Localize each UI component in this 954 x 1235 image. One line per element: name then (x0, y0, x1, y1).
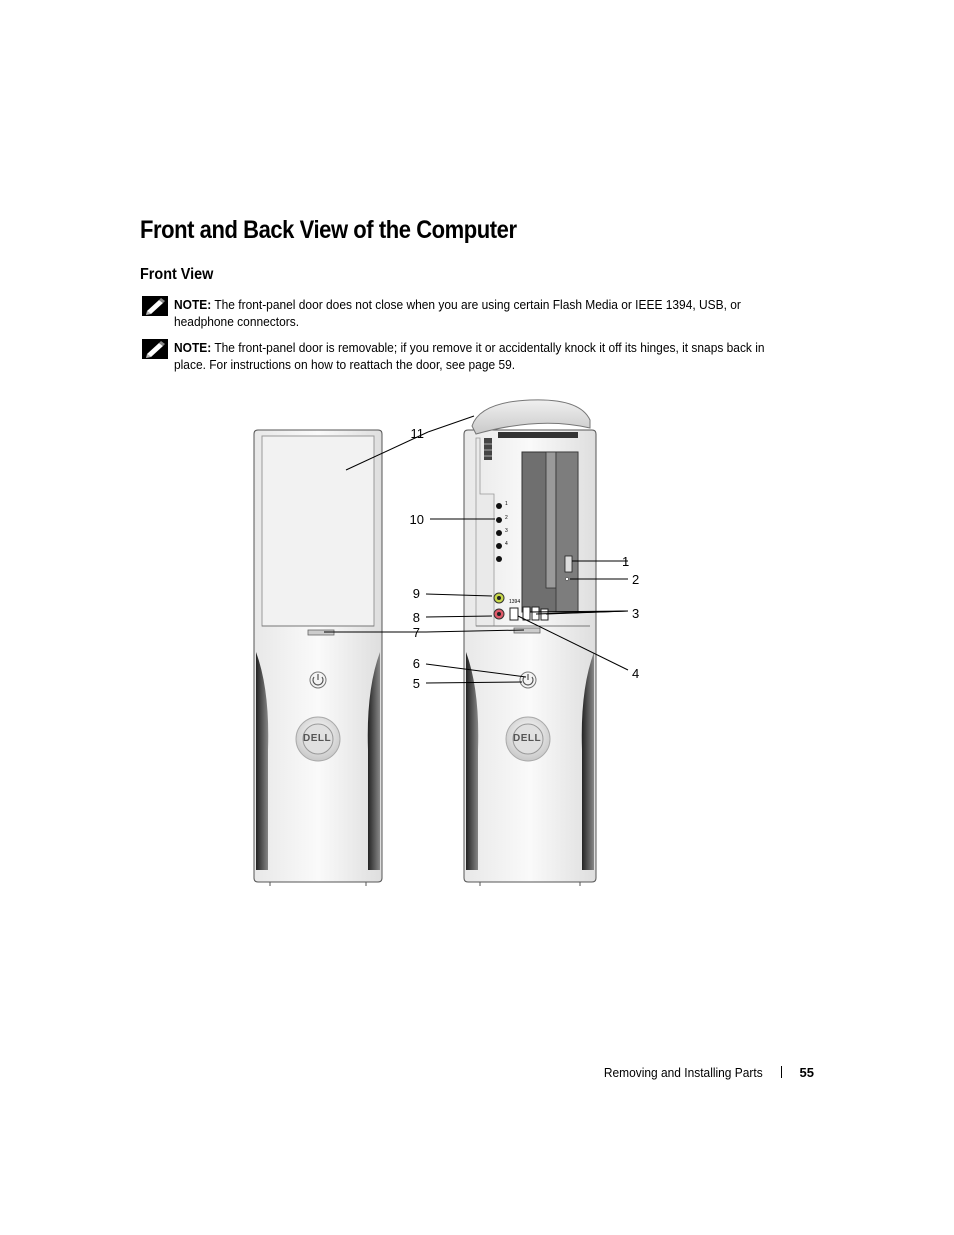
callout-9: 9 (412, 586, 420, 601)
callout-3: 3 (632, 606, 640, 621)
footer-section-title: Removing and Installing Parts (603, 1064, 763, 1080)
callout-10: 10 (409, 512, 424, 527)
drive-eject-button (565, 556, 572, 572)
pencil-icon (142, 296, 168, 316)
callout-11: 11 (410, 426, 424, 441)
card-slot-number: 2 (505, 515, 508, 521)
note-2 (140, 339, 780, 373)
usb-connector (541, 609, 548, 620)
card-slot-number: 1 (505, 501, 508, 507)
callout-2: 2 (632, 572, 640, 587)
callout-1: 1 (622, 554, 630, 569)
computer-front-view-figure (240, 390, 660, 900)
dell-logo-left: DELL (303, 733, 332, 744)
note-label: NOTE: (174, 297, 212, 312)
pencil-icon (142, 339, 168, 359)
tower-door-open (464, 400, 596, 886)
port-label-1394: 1394 (509, 599, 521, 605)
note-label: NOTE: (174, 340, 212, 355)
ieee-1394-connector (510, 608, 518, 620)
dell-logo-right: DELL (513, 733, 542, 744)
section-heading: Front View (140, 266, 214, 283)
callout-6: 6 (412, 656, 420, 671)
open-front-door (472, 400, 590, 434)
note-text: The front-panel door is removable; if you remove it or accidentally knock it off its hinges, it snaps back in place. For instructions on how to reattach the door, see page 59. (174, 340, 765, 372)
tower-door-closed (254, 430, 382, 886)
page-number: 55 (799, 1064, 814, 1080)
callout-7: 7 (412, 625, 420, 640)
card-slot-number: 4 (505, 541, 508, 547)
page-footer (560, 1063, 814, 1081)
usb-connector (523, 607, 530, 620)
footer-separator (781, 1066, 782, 1078)
callout-5: 5 (412, 676, 420, 691)
page-title: Front and Back View of the Computer (140, 216, 517, 244)
callout-4: 4 (632, 666, 640, 681)
drive-activity-light (565, 577, 568, 580)
callout-8: 8 (412, 610, 420, 625)
note-text: The front-panel door does not close when you are using certain Flash Media or IEEE 1394, USB, or headphone connectors. (174, 297, 741, 329)
card-slot-number: 3 (505, 528, 508, 534)
note-1 (140, 296, 780, 330)
